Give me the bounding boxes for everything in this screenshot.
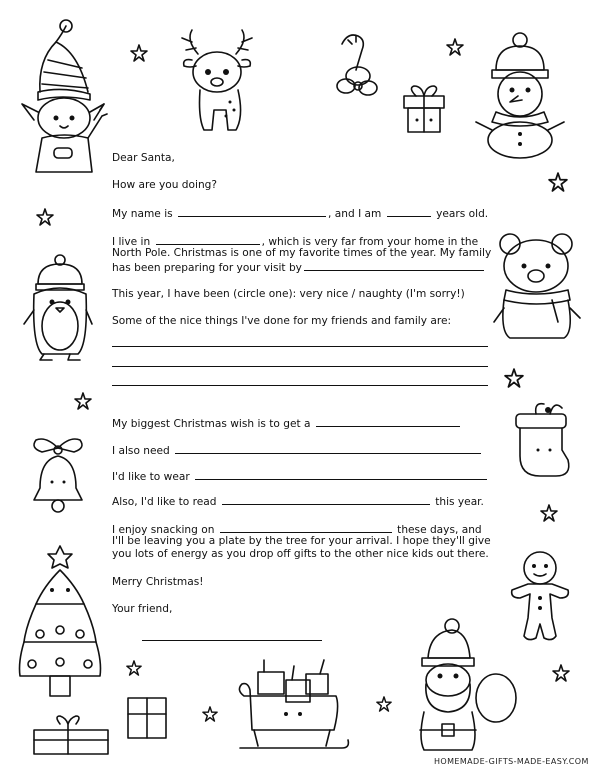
website-footer[interactable]: HOMEMADE-GIFTS-MADE-EASY.COM — [434, 757, 589, 766]
name-prefix: My name is — [112, 208, 173, 220]
circle-one-line: This year, I have been (circle one): very nice / naughty (I'm sorry!) — [112, 288, 465, 300]
nice-things-rule[interactable] — [112, 385, 488, 386]
snack-suffix: these days, and — [397, 524, 482, 536]
name-blank[interactable] — [178, 206, 326, 217]
star-icon — [126, 660, 142, 676]
nice-things-rule[interactable] — [112, 366, 488, 367]
star-icon — [446, 38, 464, 56]
read-line — [112, 494, 484, 509]
location-blank[interactable] — [156, 234, 260, 245]
sign-off: Your friend, — [112, 603, 173, 615]
live-line-3 — [112, 260, 486, 275]
snowman-icon — [472, 30, 568, 160]
snack-prefix: I enjoy snacking on — [112, 524, 215, 536]
star-icon — [202, 706, 218, 722]
nice-things-rule[interactable] — [112, 346, 488, 347]
snack-line-2: I'll be leaving you a plate by the tree for your arrival. I hope they'll give — [112, 535, 491, 547]
candy-cane-icon — [334, 30, 384, 96]
snack-line-3: you lots of energy as you drop off gifts to the other nice kids out there. — [112, 548, 489, 560]
live-line3-prefix: has been preparing for your visit by — [112, 262, 302, 274]
closing: Merry Christmas! — [112, 576, 204, 588]
need-line — [112, 443, 483, 458]
bear-icon — [490, 232, 586, 342]
how-are-you: How are you doing? — [112, 179, 218, 191]
star-icon — [376, 696, 392, 712]
wish-blank[interactable] — [316, 416, 460, 427]
preparing-blank[interactable] — [304, 260, 484, 271]
snack-blank[interactable] — [220, 522, 392, 533]
need-blank[interactable] — [175, 443, 481, 454]
bell-icon — [28, 432, 88, 516]
live-line-2: North Pole. Christmas is one of my favorite times of the year. My family — [112, 247, 492, 259]
gift-icon — [126, 692, 168, 742]
star-icon — [74, 392, 92, 410]
read-suffix: this year. — [435, 496, 484, 508]
penguin-icon — [20, 254, 94, 362]
wear-blank[interactable] — [195, 469, 487, 480]
wish-prefix: My biggest Christmas wish is to get a — [112, 418, 311, 430]
star-icon — [130, 44, 148, 62]
name-line — [112, 206, 488, 221]
name-suffix: years old. — [436, 208, 489, 220]
sleigh-icon — [234, 656, 354, 760]
wear-prefix: I'd like to wear — [112, 471, 190, 483]
santa-icon — [408, 618, 518, 758]
name-mid: , and I am — [328, 208, 382, 220]
wear-line — [112, 469, 489, 484]
star-icon — [552, 664, 570, 682]
christmas-tree-icon — [20, 546, 116, 706]
gift-icon — [400, 86, 448, 136]
reindeer-icon — [178, 28, 258, 136]
greeting: Dear Santa, — [112, 152, 175, 164]
gift-icon — [32, 716, 110, 760]
read-blank[interactable] — [222, 494, 430, 505]
read-prefix: Also, I'd like to read — [112, 496, 217, 508]
age-blank[interactable] — [387, 206, 431, 217]
nice-things-line: Some of the nice things I've done for my friends and family are: — [112, 315, 452, 327]
signature-line[interactable] — [142, 640, 322, 641]
elf-icon — [18, 20, 108, 180]
star-icon — [548, 172, 568, 192]
star-icon — [36, 208, 54, 226]
star-icon — [504, 368, 524, 388]
star-icon — [540, 504, 558, 522]
stocking-icon — [510, 400, 582, 480]
live-line1-rest: , which is very far from your home in the — [261, 236, 479, 248]
live-prefix: I live in — [112, 236, 151, 248]
need-prefix: I also need — [112, 445, 170, 457]
wish-line — [112, 416, 462, 431]
